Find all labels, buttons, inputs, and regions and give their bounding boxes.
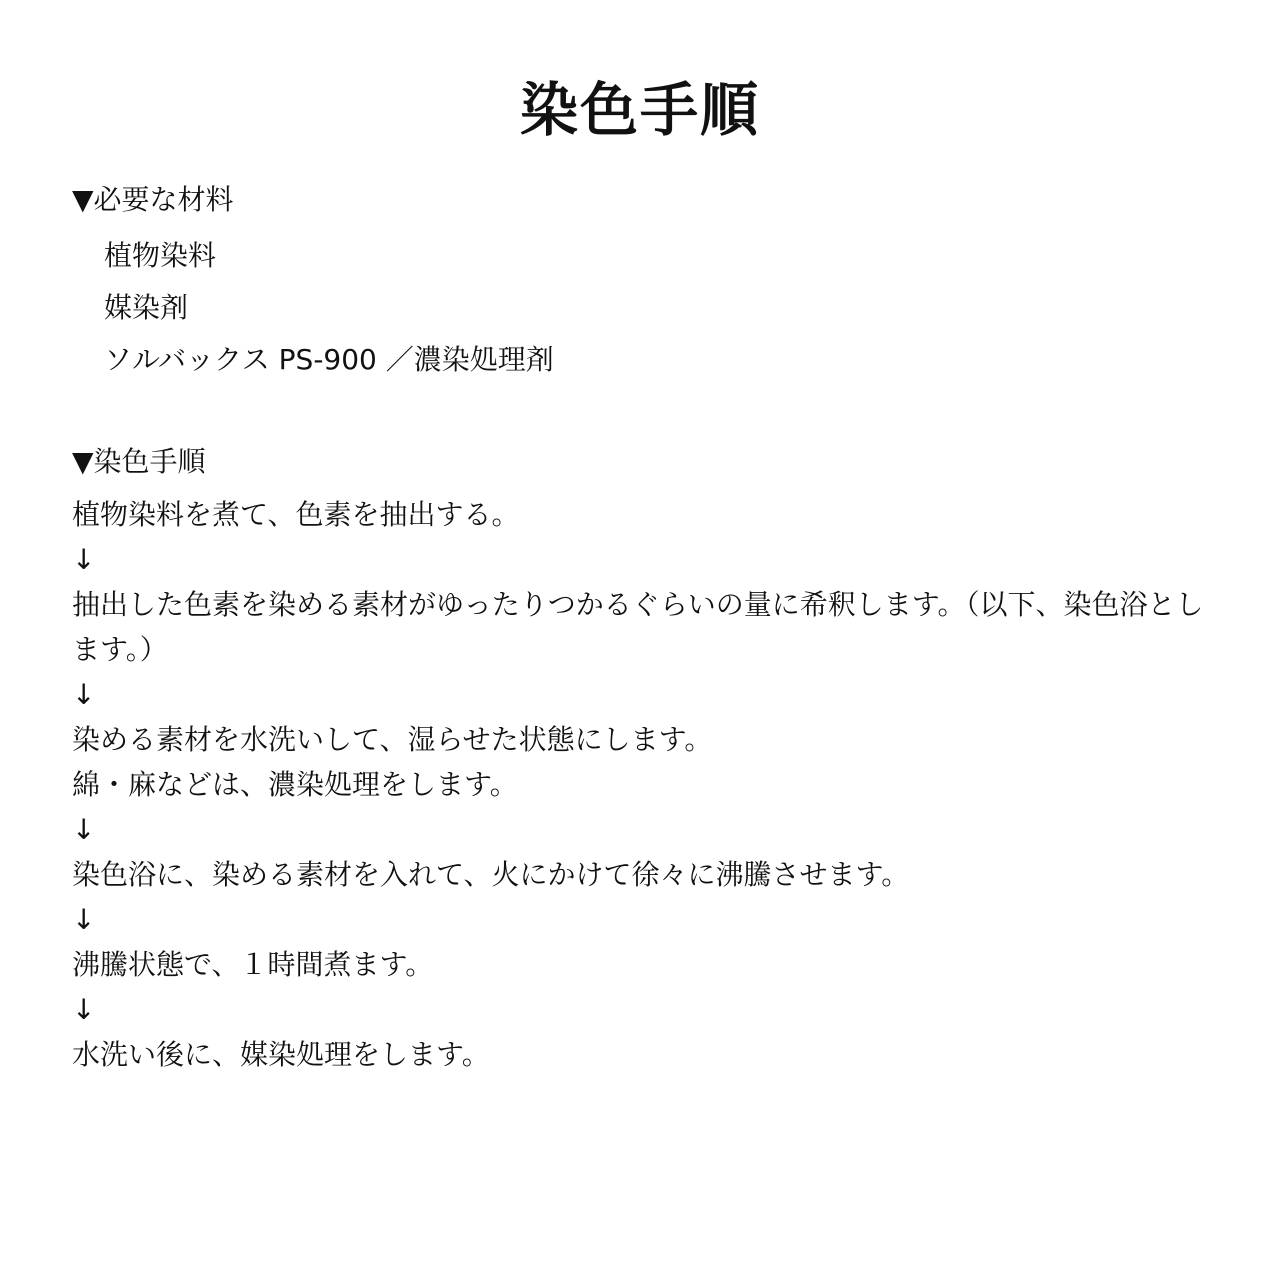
down-arrow: ↓: [72, 678, 96, 711]
procedure-section: [72, 440, 1222, 1077]
down-arrow: ↓: [72, 813, 96, 846]
procedure-step-dilute: 抽出した色素を染める素材がゆったりつかるぐらいの量に希釈します。（以下、染色浴とします。）: [72, 588, 1204, 666]
materials-section: [72, 178, 1212, 386]
procedure-step-deep-dye: 綿・麻などは、濃染処理をします。: [72, 768, 518, 801]
material-item-plant-dye: 植物染料: [104, 239, 217, 272]
procedure-step-extract: 植物染料を煮て、色素を抽出する。: [72, 498, 520, 531]
down-arrow: ↓: [72, 903, 96, 936]
down-arrow: ↓: [72, 543, 96, 576]
down-arrow: ↓: [72, 993, 96, 1026]
procedure-step-mordant: 水洗い後に、媒染処理をします。: [72, 1038, 490, 1071]
page-title: 染色手順: [519, 76, 760, 144]
procedure-step-simmer: 沸騰状態で、１時間煮ます。: [72, 948, 434, 981]
procedure-heading: ▼染色手順: [72, 445, 206, 478]
material-item-solvax: ソルバックス PS-900 ／濃染処理剤: [104, 343, 554, 376]
procedure-step-boil: 染色浴に、染める素材を入れて、火にかけて徐々に沸騰させます。: [72, 858, 910, 891]
material-item-mordant: 媒染剤: [104, 291, 189, 324]
procedure-step-wash: 染める素材を水洗いして、湿らせた状態にします。: [72, 723, 713, 756]
materials-heading: ▼必要な材料: [72, 183, 234, 216]
